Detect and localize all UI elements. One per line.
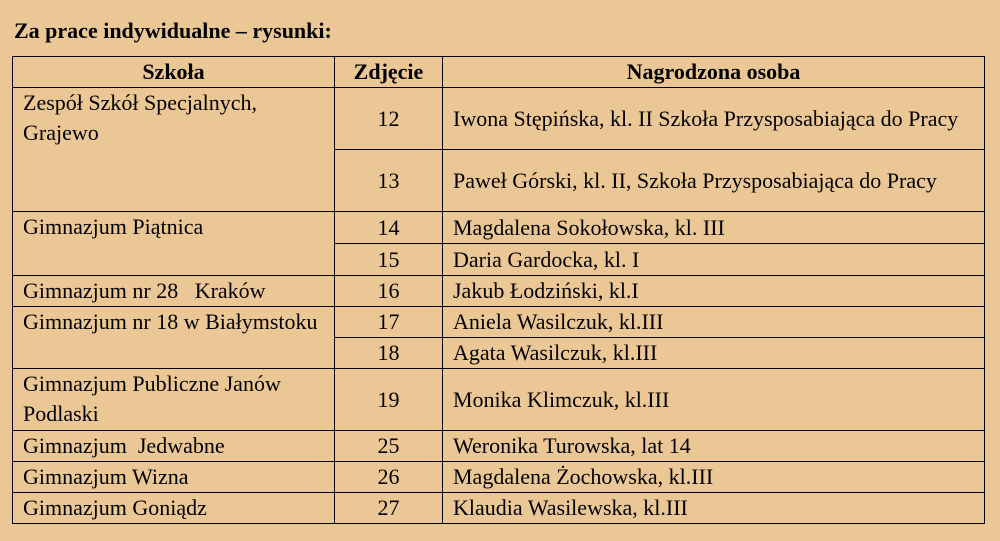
awarded-person-cell: Iwona Stępińska, kl. II Szkoła Przysposabiająca do Pracy (443, 88, 985, 150)
school-cell (13, 369, 335, 431)
school-name: Zespół Szkół Specjalnych, Grajewo (23, 90, 258, 145)
photo-number-cell: 16 (335, 276, 443, 307)
photo-number-cell: 17 (335, 307, 443, 338)
awarded-person-cell: Aniela Wasilczuk, kl.III (443, 307, 985, 338)
column-header-photo: Zdjęcie (335, 57, 443, 88)
section-heading: Za prace indywidualne – rysunki: (14, 18, 332, 43)
table-row (13, 276, 985, 307)
awarded-person-cell: Weronika Turowska, lat 14 (443, 431, 985, 462)
photo-number-cell: 25 (335, 431, 443, 462)
column-header-school: Szkoła (13, 57, 335, 88)
school-name: Gimnazjum nr 18 w Białymstoku (23, 309, 318, 334)
awarded-person-cell: Agata Wasilczuk, kl.III (443, 338, 985, 369)
table-row (13, 493, 985, 524)
table-row (13, 88, 985, 150)
awarded-person-cell: Klaudia Wasilewska, kl.III (443, 493, 985, 524)
awarded-person-cell: Magdalena Żochowska, kl.III (443, 462, 985, 493)
awarded-person-cell: Magdalena Sokołowska, kl. III (443, 212, 985, 244)
school-cell (13, 462, 335, 493)
school-name: Gimnazjum Publiczne Janów Podlaski (23, 371, 281, 426)
school-name: Gimnazjum Piątnica (23, 214, 204, 239)
photo-number-cell: 14 (335, 212, 443, 244)
photo-number-cell: 26 (335, 462, 443, 493)
photo-number-cell: 15 (335, 244, 443, 276)
photo-number-cell: 19 (335, 369, 443, 431)
table-row (13, 307, 985, 338)
column-header-person: Nagrodzona osoba (443, 57, 985, 88)
school-cell (13, 276, 335, 307)
school-name: Gimnazjum Jedwabne (23, 433, 225, 458)
awarded-person-cell: Monika Klimczuk, kl.III (443, 369, 985, 431)
photo-number-cell: 27 (335, 493, 443, 524)
photo-number-cell: 13 (335, 150, 443, 212)
school-name: Gimnazjum Wizna (23, 464, 189, 489)
table-header-row (13, 57, 985, 88)
school-name: Gimnazjum nr 28 Kraków (23, 278, 266, 303)
school-name: Gimnazjum Goniądz (23, 495, 207, 520)
school-cell (13, 212, 335, 276)
school-cell (13, 431, 335, 462)
photo-number-cell: 12 (335, 88, 443, 150)
table-row (13, 431, 985, 462)
table-row (13, 369, 985, 431)
photo-number-cell: 18 (335, 338, 443, 369)
table-row (13, 212, 985, 244)
table-row (13, 462, 985, 493)
school-cell (13, 493, 335, 524)
school-cell (13, 88, 335, 212)
awarded-person-cell: Daria Gardocka, kl. I (443, 244, 985, 276)
awarded-person-cell: Jakub Łodziński, kl.I (443, 276, 985, 307)
school-cell (13, 307, 335, 369)
awards-table (12, 56, 985, 524)
awarded-person-cell: Paweł Górski, kl. II, Szkoła Przysposabiająca do Pracy (443, 150, 985, 212)
